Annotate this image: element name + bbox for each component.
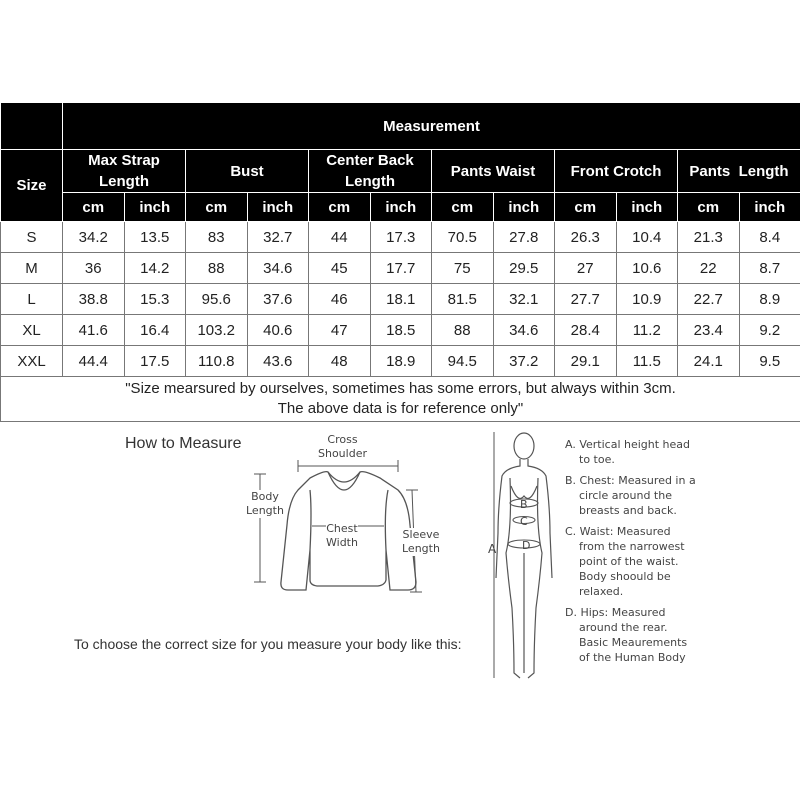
unit-header-cm: cm [309, 193, 371, 222]
value-cell: 11.2 [616, 315, 678, 346]
value-cell: 43.6 [247, 346, 309, 377]
size-chart-table [0, 102, 800, 422]
value-cell: 34.2 [63, 222, 125, 253]
unit-header-inch: inch [493, 193, 555, 222]
value-cell: 34.6 [493, 315, 555, 346]
cross-shoulder-label: Cross Shoulder [318, 433, 367, 460]
value-cell: 8.4 [739, 222, 800, 253]
unit-header-inch: inch [124, 193, 186, 222]
value-cell: 16.4 [124, 315, 186, 346]
value-cell: 29.5 [493, 253, 555, 284]
value-cell: 26.3 [555, 222, 617, 253]
group-header-pants-waist: Pants Waist [432, 150, 555, 193]
group-header-pants-length: Pants Length [678, 150, 800, 193]
size-cell: XXL [1, 346, 63, 377]
table-row [1, 284, 800, 315]
size-cell: S [1, 222, 63, 253]
value-cell: 17.5 [124, 346, 186, 377]
value-cell: 9.2 [739, 315, 800, 346]
table-note [1, 377, 800, 422]
size-cell: M [1, 253, 63, 284]
value-cell: 24.1 [678, 346, 740, 377]
value-cell: 46 [309, 284, 371, 315]
legend-item-a: A. Vertical height head to toe. [565, 438, 691, 466]
unit-header-cm: cm [63, 193, 125, 222]
value-cell: 22.7 [678, 284, 740, 315]
measurement-header: Measurement [63, 103, 800, 150]
table-note-line-2: The above data is for reference only" [277, 400, 524, 417]
chest-width-label: Chest Width [326, 522, 358, 549]
size-column-header: Size [1, 150, 63, 222]
legend-item-d: D. Hips: Measured around the rear. Basic Meaurements of the Human Body [565, 606, 688, 664]
group-header-front-crotch: Front Crotch [555, 150, 678, 193]
value-cell: 9.5 [739, 346, 800, 377]
value-cell: 27.7 [555, 284, 617, 315]
value-cell: 47 [309, 315, 371, 346]
group-header-center-back-length: Center Back Length [309, 150, 432, 193]
figure-head [514, 433, 534, 459]
unit-header-cm: cm [186, 193, 248, 222]
value-cell: 88 [432, 315, 494, 346]
garment-right-arm-seam [385, 490, 388, 550]
value-cell: 40.6 [247, 315, 309, 346]
body-figure-diagram [488, 428, 560, 684]
measurement-legend [565, 437, 785, 671]
value-cell: 44.4 [63, 346, 125, 377]
value-cell: 21.3 [678, 222, 740, 253]
marker-b: B [520, 498, 528, 511]
size-cell: XL [1, 315, 63, 346]
table-row [1, 346, 800, 377]
value-cell: 34.6 [247, 253, 309, 284]
value-cell: 17.7 [370, 253, 432, 284]
value-cell: 18.5 [370, 315, 432, 346]
value-cell: 8.7 [739, 253, 800, 284]
table-row [1, 253, 800, 284]
how-to-measure-title: How to Measure [125, 435, 242, 452]
value-cell: 44 [309, 222, 371, 253]
legend-item-b: B. Chest: Measured in a circle around the breasts and back. [565, 474, 696, 517]
value-cell: 48 [309, 346, 371, 377]
value-cell: 38.8 [63, 284, 125, 315]
unit-header-cm: cm [678, 193, 740, 222]
choose-size-instruction: To choose the correct size for you measure your body like this: [74, 636, 462, 652]
value-cell: 110.8 [186, 346, 248, 377]
corner-cell [1, 103, 63, 150]
value-cell: 22 [678, 253, 740, 284]
table-note-line-1: "Size mearsured by ourselves, sometimes has some errors, but always within 3cm. [125, 380, 676, 397]
unit-header-inch: inch [616, 193, 678, 222]
table-row [1, 222, 800, 253]
legend-item-c: C. Waist: Measured from the narrowest point of the waist. Body shoould be relaxed. [565, 525, 685, 598]
value-cell: 70.5 [432, 222, 494, 253]
value-cell: 8.9 [739, 284, 800, 315]
marker-d: D [522, 539, 531, 552]
unit-header-inch: inch [370, 193, 432, 222]
value-cell: 83 [186, 222, 248, 253]
sleeve-length-label: Sleeve Length [402, 528, 440, 555]
value-cell: 75 [432, 253, 494, 284]
value-cell: 14.2 [124, 253, 186, 284]
value-cell: 37.2 [493, 346, 555, 377]
group-header-bust: Bust [186, 150, 309, 193]
value-cell: 10.9 [616, 284, 678, 315]
unit-header-cm: cm [432, 193, 494, 222]
value-cell: 45 [309, 253, 371, 284]
garment-left-arm-seam [310, 490, 311, 550]
value-cell: 88 [186, 253, 248, 284]
group-header-max-strap-length: Max Strap Length [63, 150, 186, 193]
value-cell: 103.2 [186, 315, 248, 346]
value-cell: 27 [555, 253, 617, 284]
size-cell: L [1, 284, 63, 315]
unit-header-inch: inch [247, 193, 309, 222]
table-row [1, 315, 800, 346]
value-cell: 18.1 [370, 284, 432, 315]
value-cell: 18.9 [370, 346, 432, 377]
value-cell: 23.4 [678, 315, 740, 346]
value-cell: 28.4 [555, 315, 617, 346]
value-cell: 41.6 [63, 315, 125, 346]
value-cell: 10.6 [616, 253, 678, 284]
value-cell: 15.3 [124, 284, 186, 315]
marker-c: C [520, 515, 528, 528]
value-cell: 13.5 [124, 222, 186, 253]
value-cell: 81.5 [432, 284, 494, 315]
value-cell: 17.3 [370, 222, 432, 253]
unit-header-cm: cm [555, 193, 617, 222]
value-cell: 95.6 [186, 284, 248, 315]
unit-header-inch: inch [739, 193, 800, 222]
value-cell: 11.5 [616, 346, 678, 377]
marker-a: A [488, 542, 497, 556]
figure-bust-lines [511, 486, 537, 498]
value-cell: 37.6 [247, 284, 309, 315]
value-cell: 29.1 [555, 346, 617, 377]
value-cell: 32.1 [493, 284, 555, 315]
value-cell: 27.8 [493, 222, 555, 253]
body-length-label: Body Length [246, 490, 284, 517]
value-cell: 10.4 [616, 222, 678, 253]
value-cell: 94.5 [432, 346, 494, 377]
value-cell: 32.7 [247, 222, 309, 253]
value-cell: 36 [63, 253, 125, 284]
